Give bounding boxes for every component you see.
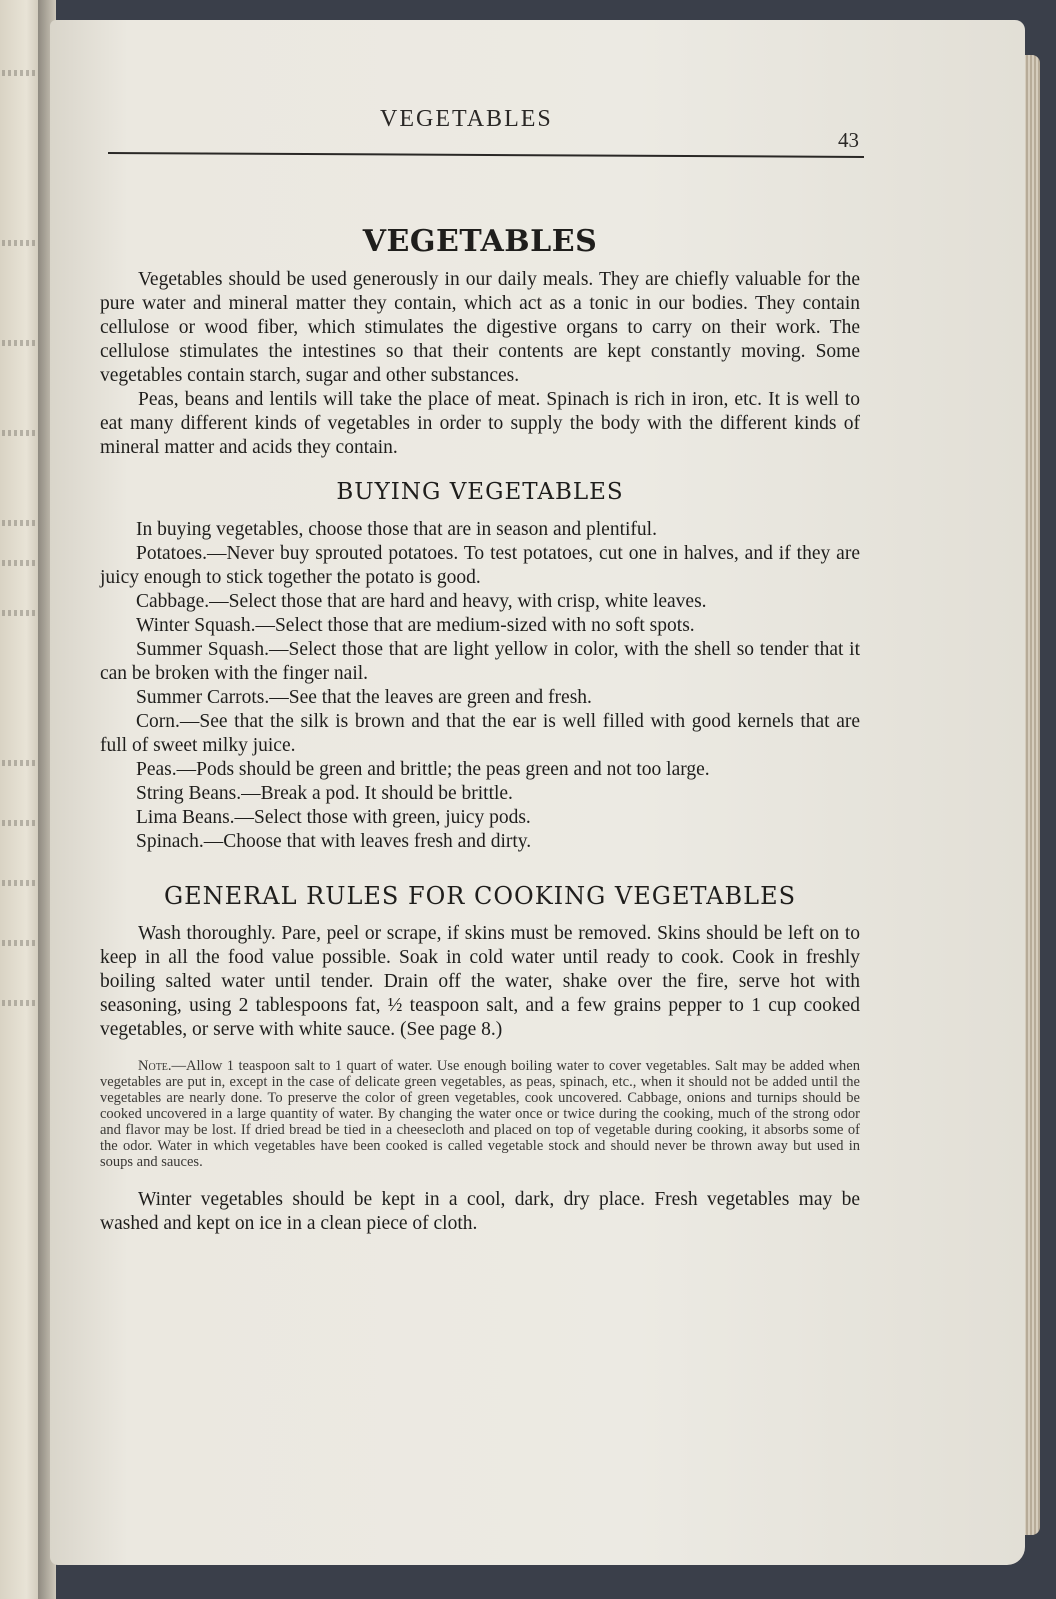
rules-paragraph: Wash thoroughly. Pare, peel or scrape, if skins must be removed. Skins should be left on to keep in all the food value possible. Soak in cold water until ready to cook. Cook in freshly boiling salted water until tender. Drain off the water, shake over the fire, serve hot with seasoning, using 2 tablespoons fat, ½ teaspoon salt, and a few grains pepper to 1 cup cooked vegetables, or serve with white sauce. (See page 8.) — [100, 923, 860, 1040]
buying-item: Potatoes.—Never buy sprouted potatoes. To test potatoes, cut one in halves, and if they are juicy enough to stick together the potato is good. — [100, 543, 860, 588]
facing-page-text — [2, 610, 42, 616]
rules-heading: GENERAL RULES FOR COOKING VEGETABLES — [163, 882, 797, 910]
facing-page-text — [2, 880, 42, 886]
facing-page-text — [2, 240, 42, 246]
intro-paragraph: Vegetables should be used generously in our daily meals. They are chiefly valuable for the pure water and mineral matter they contain, which act as a tonic in our bodies. They contain cellulose or wood fiber, which stimulates the digestive organs to carry on their work. The cellulose stimulates the intestines so that their contents are kept constantly moving. Some vegetables contain starch, sugar and other substances. — [100, 269, 860, 386]
facing-page-text — [2, 560, 42, 566]
buying-item: Summer Squash.—Select those that are light yellow in color, with the shell so tender that it can be broken with the finger nail. — [100, 639, 860, 684]
note-paragraph — [100, 1058, 860, 1170]
facing-page-text — [2, 520, 42, 526]
page-content — [100, 224, 860, 1236]
facing-page-text — [2, 760, 42, 766]
facing-page-text — [2, 940, 42, 946]
buying-item: Summer Carrots.—See that the leaves are green and fresh. — [136, 687, 592, 708]
buying-item: Cabbage.—Select those that are hard and heavy, with crisp, white leaves. — [136, 591, 707, 612]
page-number: 43 — [838, 128, 859, 152]
buying-item: Peas.—Pods should be green and brittle; the peas green and not too large. — [136, 759, 710, 780]
note-text: —Allow 1 teaspoon salt to 1 quart of water. Use enough boiling water to cover vegetables. Salt may be added when vegetables are put in, except in the case of delicate green vegetables, as peas, spinach, etc., when it should not be added until the vegetables are nearly done. To preserve the color of green vegetables, cook uncovered. Cabbage, onions and turnips should be cooked uncovered in a large quantity of water. By changing the water once or twice during the cooking, much of the strong odor and flavor may be lost. If dried bread be tied in a cheesecloth and placed on top of vegetable during cooking, it absorbs some of the odor. Water in which vegetables have been cooked is called vegetable stock and should never be thrown away but used in soups and sauces. — [100, 1058, 860, 1170]
buying-item: Lima Beans.—Select those with green, juicy pods. — [136, 807, 531, 828]
facing-page-text — [2, 340, 42, 346]
chapter-title: VEGETABLES — [362, 224, 598, 259]
buying-item: Corn.—See that the silk is brown and that the ear is well filled with good kernels that are full of sweet milky juice. — [100, 711, 860, 756]
buying-item: In buying vegetables, choose those that are in season and plentiful. — [136, 519, 657, 540]
buying-heading: BUYING VEGETABLES — [336, 479, 624, 505]
buying-item: Winter Squash.—Select those that are medium-sized with no soft spots. — [136, 615, 695, 636]
facing-page-text — [2, 70, 42, 76]
buying-item: String Beans.—Break a pod. It should be brittle. — [136, 783, 513, 804]
intro-paragraph: Peas, beans and lentils will take the place of meat. Spinach is rich in iron, etc. It is well to eat many different kinds of vegetables in order to supply the body with the different kinds of mineral matter and acids they contain. — [100, 389, 860, 458]
facing-page-text — [2, 1000, 42, 1006]
buying-list — [100, 518, 860, 854]
note-label: Note. — [138, 1058, 172, 1074]
closing-paragraph: Winter vegetables should be kept in a cool, dark, dry place. Fresh vegetables may be washed and kept on ice in a clean piece of cloth. — [100, 1189, 860, 1234]
running-head: VEGETABLES — [380, 106, 553, 132]
facing-page-text — [2, 430, 42, 436]
facing-page-text — [2, 820, 42, 826]
buying-item: Spinach.—Choose that with leaves fresh and dirty. — [136, 831, 532, 852]
